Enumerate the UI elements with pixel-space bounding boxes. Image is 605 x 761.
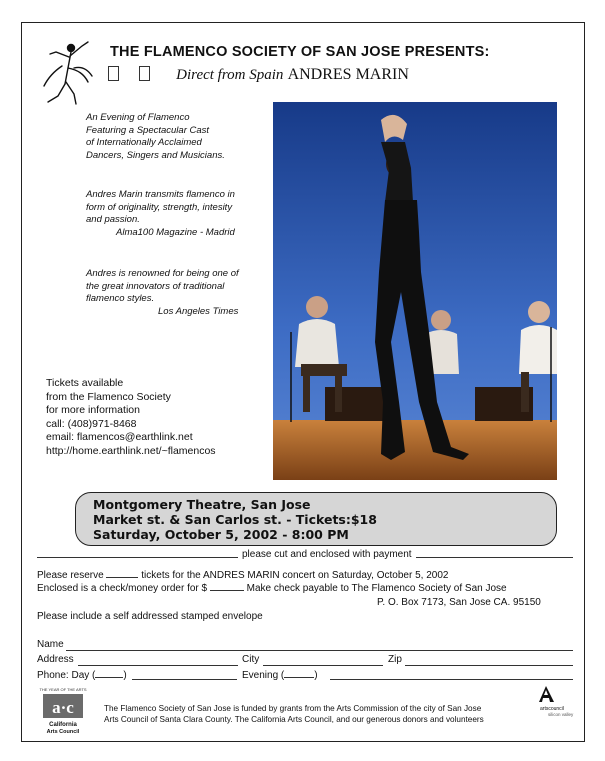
venue-name: Montgomery Theatre, San Jose xyxy=(93,497,311,512)
intro-line: Featuring a Spectacular Cast xyxy=(86,124,210,136)
city-label: City xyxy=(242,654,260,665)
funding-note xyxy=(104,703,534,725)
address-field[interactable] xyxy=(78,665,238,666)
venue-box xyxy=(75,492,557,546)
page-title: THE FLAMENCO SOCIETY OF SAN JOSE PRESENTS: xyxy=(110,44,490,60)
zip-field[interactable] xyxy=(405,665,573,666)
logo-mark: a·c xyxy=(52,698,74,717)
missing-glyph-icon xyxy=(139,66,150,81)
ticket-quantity-field[interactable] xyxy=(106,568,138,578)
ticket-line: for more information xyxy=(46,404,140,417)
subtitle-prefix: Direct from Spain xyxy=(176,67,284,83)
payment-amount-field[interactable] xyxy=(210,581,244,591)
po-box: P. O. Box 7173, San Jose CA. 95150 xyxy=(377,597,541,608)
ticket-info xyxy=(46,377,216,459)
funding-line: The Flamenco Society of San Jose is funded by grants from the Arts Commission of the city of San Jose xyxy=(104,704,482,713)
day-phone-field[interactable] xyxy=(132,679,237,680)
venue-address-price: Market st. & San Carlos st. - Tickets:$18 xyxy=(93,512,377,527)
event-datetime: Saturday, October 5, 2002 - 8:00 PM xyxy=(93,527,349,542)
intro-line: An Evening of Flamenco xyxy=(86,112,190,123)
reserve-label: Please reserve xyxy=(37,570,104,581)
quote-source: Alma100 Magazine - Madrid xyxy=(116,226,235,238)
email-address[interactable]: email: flamencos@earthlink.net xyxy=(46,431,193,444)
press-quote-1 xyxy=(86,189,235,239)
payable-to-text: Make check payable to The Flamenco Society of San Jose xyxy=(246,583,507,594)
quote-line: Andres is renowned for being one of xyxy=(86,268,239,279)
quote-line: and passion. xyxy=(86,214,140,225)
reserve-description: tickets for the ANDRES MARIN concert on Saturday, October 5, 2002 xyxy=(141,570,449,581)
phone-evening-group xyxy=(242,668,318,681)
logo-name-1: artscouncil xyxy=(540,706,564,712)
performer-name: ANDRES MARIN xyxy=(287,66,409,83)
quote-source: Los Angeles Times xyxy=(158,305,239,317)
quote-line: Andres Marin transmits flamenco in xyxy=(86,189,235,200)
quote-line: flamenco styles. xyxy=(86,293,155,304)
zip-label: Zip xyxy=(388,654,402,665)
evening-label: Evening ( xyxy=(242,670,285,681)
missing-glyph-icon xyxy=(108,66,119,81)
funding-line: Arts Council of Santa Clara County. The California Arts Council, and our generous donors and volunteers xyxy=(104,715,484,724)
cut-instruction: please cut and enclosed with payment xyxy=(238,549,416,560)
paren-close: ) xyxy=(314,670,318,681)
day-area-code-field[interactable] xyxy=(95,668,123,678)
press-quote-2 xyxy=(86,268,239,318)
ticket-line: from the Flamenco Society xyxy=(46,390,171,403)
intro-line: of Internationally Acclaimed xyxy=(86,137,202,148)
quote-line: form of originality, strength, intesity xyxy=(86,201,233,213)
envelope-note: Please include a self addressed stamped envelope xyxy=(37,611,263,622)
phone-day-group xyxy=(37,668,127,681)
reserve-line xyxy=(37,568,448,581)
logo-tagline: THE YEAR OF THE ARTS xyxy=(39,687,87,692)
address-label: Address xyxy=(37,654,74,665)
intro-line: Dancers, Singers and Musicians. xyxy=(86,149,225,161)
arts-council-silicon-valley-logo xyxy=(538,684,578,718)
logo-name-2: silicon valley xyxy=(548,712,574,717)
city-field[interactable] xyxy=(263,665,383,666)
name-field[interactable] xyxy=(66,650,573,651)
ticket-line: Tickets available xyxy=(46,377,124,389)
enclosed-label: Enclosed is a check/money order for $ xyxy=(37,583,208,594)
enclosed-line xyxy=(37,581,507,594)
website-link[interactable]: http://home.earthlink.net/~flamencos xyxy=(46,444,216,457)
paren-close: ) xyxy=(123,670,127,681)
intro-text xyxy=(86,112,225,162)
evening-phone-field[interactable] xyxy=(330,679,573,680)
name-label: Name xyxy=(37,639,64,650)
logo-name-1: California xyxy=(49,722,77,728)
quote-line: the great innovators of traditional xyxy=(86,280,225,292)
dancer-photo xyxy=(273,102,557,480)
evening-area-code-field[interactable] xyxy=(284,668,314,678)
phone-day-label: Phone: Day ( xyxy=(37,670,96,681)
logo-name-2: Arts Council xyxy=(46,729,80,735)
subtitle xyxy=(108,66,409,84)
california-arts-council-logo xyxy=(35,685,91,735)
dancer-sketch-icon xyxy=(38,38,96,108)
phone-number: call: (408)971-8468 xyxy=(46,417,137,430)
